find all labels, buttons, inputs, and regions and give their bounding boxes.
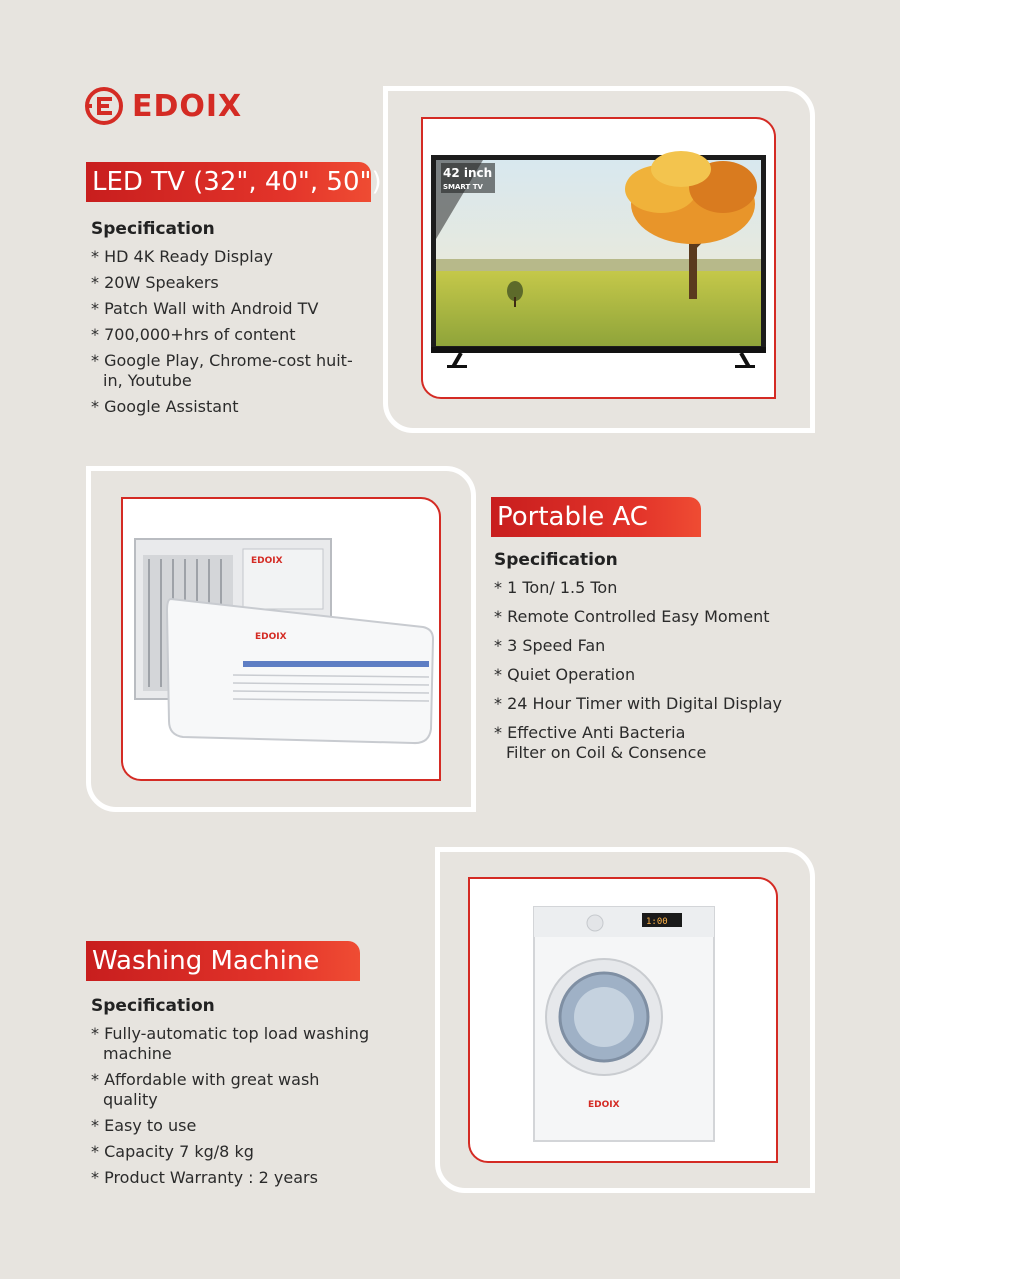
washer-feature: * Capacity 7 kg/8 kg (91, 1142, 254, 1161)
washer-display: 1:00 (646, 917, 668, 927)
ac-feature: * Effective Anti Bacteria Filter on Coil & Consence (494, 723, 707, 762)
tv-feature-list (91, 247, 366, 417)
ac-indoor-brand: EDOIX (255, 632, 287, 642)
washer-image-box (468, 877, 778, 1163)
washer-spec-heading: Specification (91, 996, 215, 1016)
washer-feature: * Fully-automatic top load washing machine (91, 1024, 370, 1063)
ac-outdoor-brand: EDOIX (251, 556, 283, 566)
brand-logo (84, 86, 242, 126)
tv-spec-heading: Specification (91, 219, 215, 239)
brand-e-icon (84, 86, 124, 126)
tv-feature: * Patch Wall with Android TV (91, 299, 319, 318)
tv-specification (91, 219, 366, 423)
tv-feature: * HD 4K Ready Display (91, 247, 274, 266)
washer-image (470, 879, 776, 1161)
ac-title-banner: Portable AC (491, 497, 701, 537)
tv-feature: * 700,000+hrs of content (91, 325, 296, 344)
tv-image (423, 119, 774, 397)
ac-image (123, 499, 439, 779)
tv-feature: * Google Assistant (91, 397, 239, 416)
washer-feature-list (91, 1024, 376, 1188)
washer-specification (91, 996, 376, 1194)
ac-specification (494, 550, 794, 772)
washer-feature: * Easy to use (91, 1116, 197, 1135)
ac-feature: * 1 Ton/ 1.5 Ton (494, 578, 618, 597)
washer-feature: * Affordable with great wash quality (91, 1070, 320, 1109)
ac-image-box (121, 497, 441, 781)
brand-name: EDOIX (132, 88, 243, 124)
tv-title-banner: LED TV (32", 40", 50") (86, 162, 371, 202)
tv-badge-type: SMART TV (443, 183, 483, 191)
tv-feature: * Google Play, Chrome-cost huit-in, Youtube (91, 351, 353, 390)
page-margin (900, 0, 1016, 1279)
ac-spec-heading: Specification (494, 550, 618, 570)
tv-badge-size: 42 inch (443, 166, 493, 180)
washer-title-banner: Washing Machine (86, 941, 360, 981)
ac-feature: * Quiet Operation (494, 665, 636, 684)
tv-feature: * 20W Speakers (91, 273, 219, 292)
ac-feature: * 3 Speed Fan (494, 636, 606, 655)
tv-image-box (421, 117, 776, 399)
washer-brand: EDOIX (588, 1100, 620, 1110)
washer-feature: * Product Warranty : 2 years (91, 1168, 318, 1187)
ac-feature: * 24 Hour Timer with Digital Display (494, 694, 782, 713)
ac-feature-list (494, 578, 794, 763)
ac-feature: * Remote Controlled Easy Moment (494, 607, 770, 626)
